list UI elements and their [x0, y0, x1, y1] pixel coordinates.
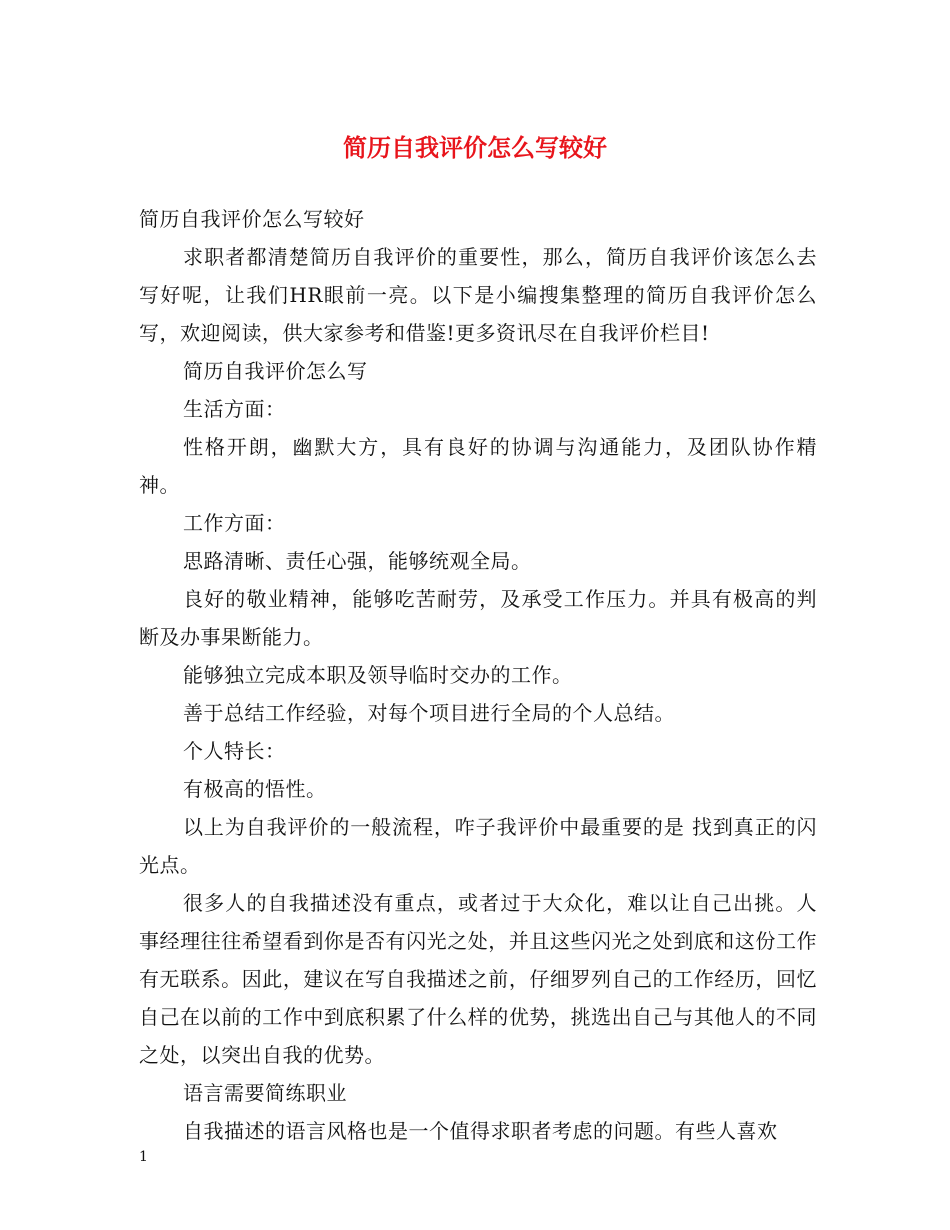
paragraph: 善于总结工作经验，对每个项目进行全局的个人总结。 — [183, 701, 675, 725]
paragraph: 以上为自我评价的一般流程，咋子我评价中最重要的是 找到真正的闪光点。 — [139, 815, 817, 877]
paragraph: 思路清晰、责任心强，能够统观全局。 — [183, 549, 532, 573]
paragraph: 良好的敬业精神，能够吃苦耐劳，及承受工作压力。并具有极高的判断及办事果断能力。 — [139, 587, 817, 649]
document-body — [139, 200, 817, 1150]
paragraph: 求职者都清楚简历自我评价的重要性，那么，简历自我评价该怎么去写好呢，让我们HR眼前一亮。以下是小编搜集整理的简历自我评价怎么写，欢迎阅读，供大家参考和借鉴!更多资讯尽在自我评价栏目! — [139, 245, 817, 345]
paragraph: 工作方面： — [183, 511, 286, 535]
paragraph: 自我描述的语言风格也是一个值得求职者考虑的问题。有些人喜欢 — [183, 1119, 778, 1143]
paragraph: 个人特长： — [183, 739, 286, 763]
paragraph: 很多人的自我描述没有重点，或者过于大众化，难以让自己出挑。人事经理往往希望看到你是否有闪光之处，并且这些闪光之处到底和这份工作有无联系。因此，建议在写自我描述之前，仔细罗列自己的工作经历，回忆自己在以前的工作中到底积累了什么样的优势，挑选出自己与其他人的不同之处，以突出自我的优势。 — [139, 891, 817, 1067]
paragraph: 性格开朗，幽默大方，具有良好的协调与沟通能力，及团队协作精神。 — [139, 435, 817, 497]
paragraph: 简历自我评价怎么写较好 — [139, 207, 365, 231]
paragraph: 语言需要简练职业 — [183, 1081, 347, 1105]
paragraph: 简历自我评价怎么写 — [183, 359, 368, 383]
paragraph: 生活方面： — [183, 397, 286, 421]
paragraph: 能够独立完成本职及领导临时交办的工作。 — [183, 663, 573, 687]
page-number: 1 — [139, 1149, 148, 1165]
paragraph: 有极高的悟性。 — [183, 777, 327, 801]
document-title: 简历自我评价怎么写较好 — [343, 133, 607, 162]
